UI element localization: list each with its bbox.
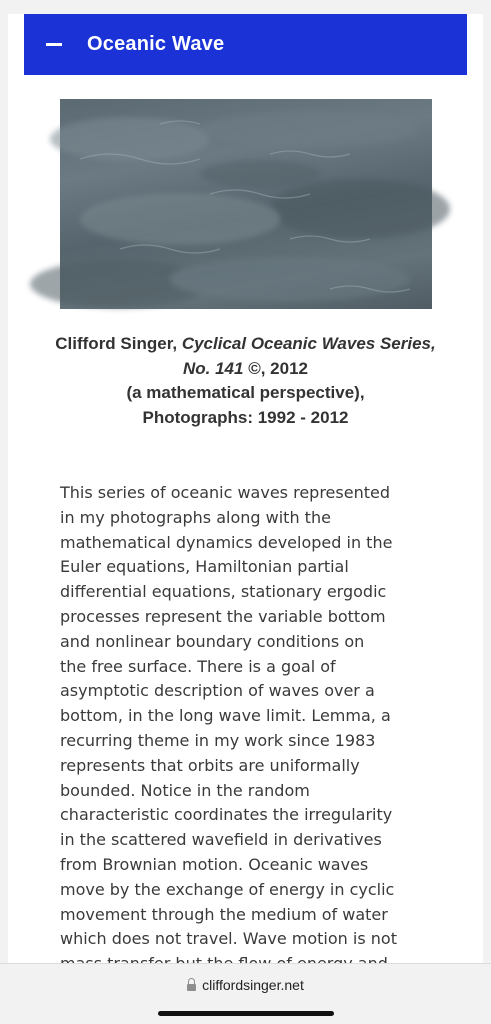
browser-bottom-bar bbox=[0, 963, 491, 1024]
paragraph-line: in the scattered wavefield in derivatives bbox=[60, 830, 382, 850]
minus-icon[interactable] bbox=[46, 43, 62, 46]
caption-author: Clifford Singer, bbox=[55, 334, 182, 353]
page-margin-left bbox=[0, 14, 8, 964]
paragraph-line: bottom, in the long wave limit. Lemma, a bbox=[60, 706, 391, 726]
caption-subtitle: (a mathematical perspective), bbox=[126, 383, 365, 402]
caption-date-range: Photographs: 1992 - 2012 bbox=[142, 407, 349, 427]
page-margin-right bbox=[483, 14, 491, 964]
paragraph-line: and nonlinear boundary conditions on bbox=[60, 631, 365, 651]
paragraph-line: differential equations, stationary ergodic bbox=[60, 582, 387, 602]
paragraph-line: This series of oceanic waves represented bbox=[60, 483, 390, 502]
home-indicator[interactable] bbox=[158, 1011, 334, 1016]
paragraph-line: represents that orbits are uniformally bbox=[60, 755, 360, 775]
paragraph-line: which does not travel. Wave motion is not bbox=[60, 929, 397, 949]
accordion-header-oceanic-wave[interactable] bbox=[24, 14, 467, 75]
paragraph-line: recurring theme in my work since 1983 bbox=[60, 730, 376, 750]
photo-caption bbox=[40, 332, 451, 430]
paragraph-line: processes represent the variable bottom bbox=[60, 606, 386, 626]
paragraph-line: movement through the medium of water bbox=[60, 904, 388, 924]
url-text[interactable]: cliffordsinger.net bbox=[202, 977, 304, 993]
description-paragraph bbox=[60, 481, 440, 961]
accordion-title: Oceanic Wave bbox=[87, 33, 225, 55]
status-bar-background bbox=[0, 0, 491, 14]
caption-series-title: Cyclical Oceanic Waves Series, No. 141 bbox=[181, 334, 436, 378]
ocean-wave-photograph bbox=[60, 99, 432, 309]
paragraph-line: in my photographs along with the bbox=[60, 507, 331, 527]
paragraph-line: move by the exchange of energy in cyclic bbox=[60, 879, 395, 899]
caption-copyright-year: ©, 2012 bbox=[243, 358, 308, 378]
paragraph-line: bounded. Notice in the random bbox=[60, 780, 310, 800]
paragraph-line: Euler equations, Hamiltonian partial bbox=[60, 557, 349, 577]
paragraph-line: the free surface. There is a goal of bbox=[60, 656, 336, 676]
paragraph-line: characteristic coordinates the irregularity bbox=[60, 805, 393, 825]
address-bar[interactable] bbox=[0, 977, 491, 993]
paragraph-line: asymptotic description of waves over a bbox=[60, 681, 375, 701]
paragraph-line: from Brownian motion. Oceanic waves bbox=[60, 854, 369, 874]
paragraph-line: mathematical dynamics developed in the bbox=[60, 532, 393, 552]
lock-icon bbox=[187, 984, 196, 991]
